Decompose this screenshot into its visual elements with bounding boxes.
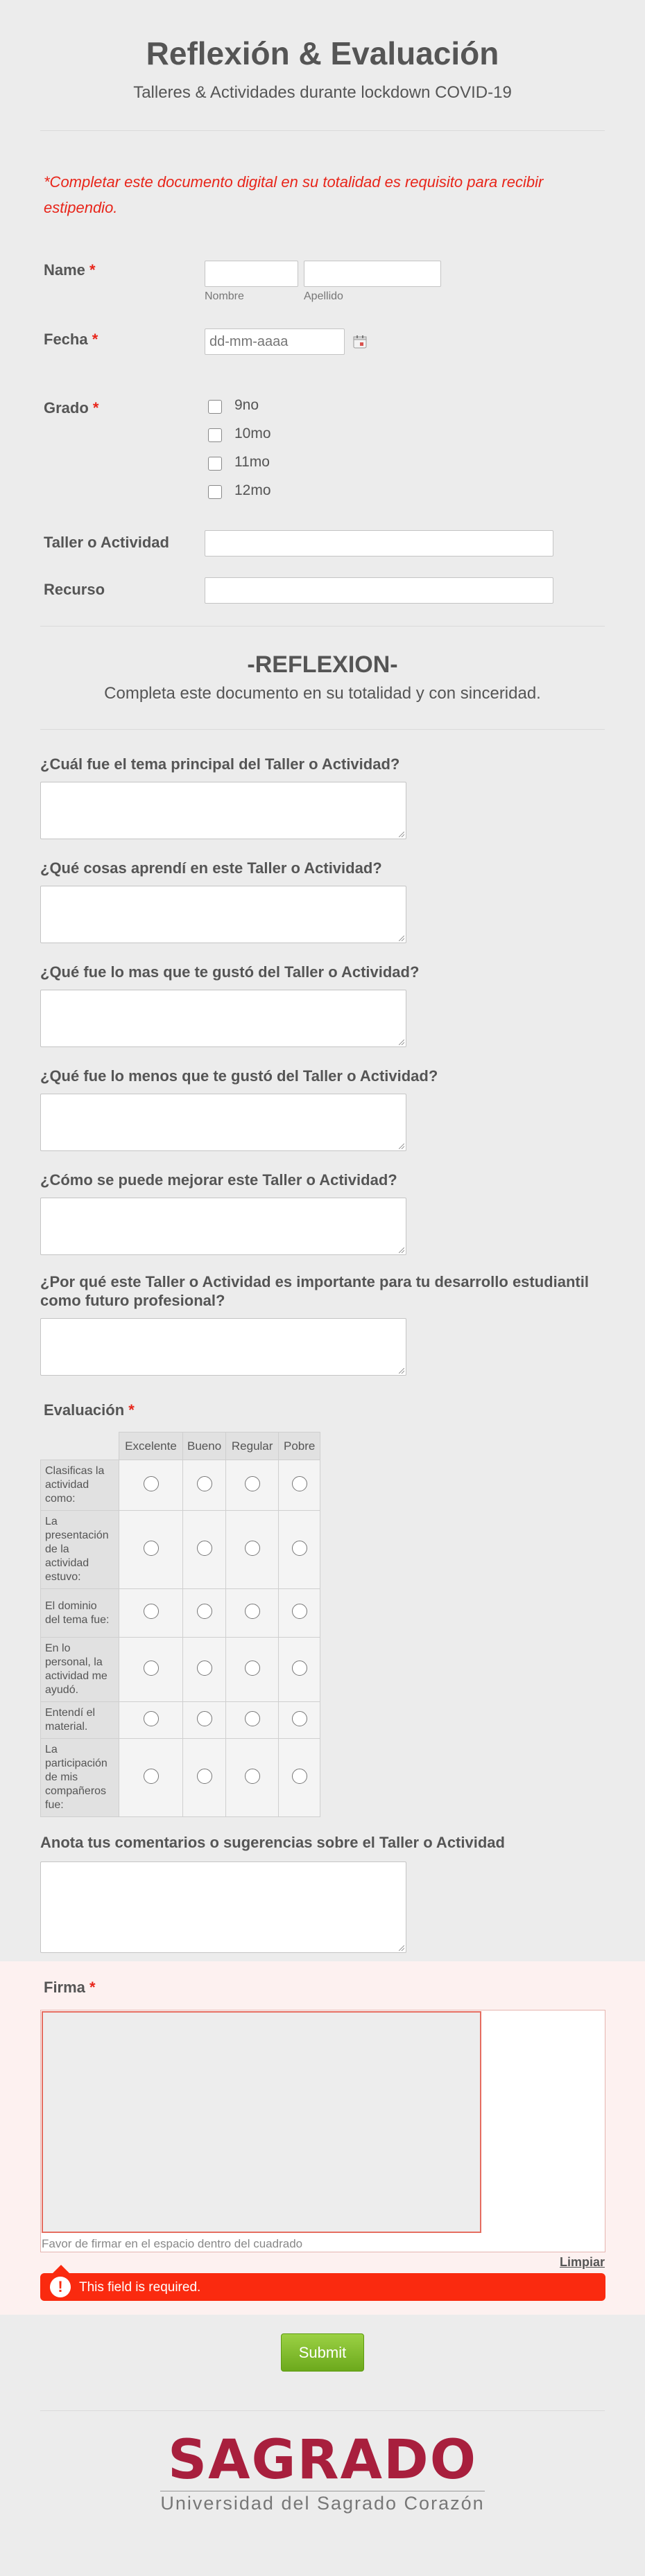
radio-button[interactable] xyxy=(144,1769,159,1784)
question-main-topic: ¿Cuál fue el tema principal del Taller o Actividad? xyxy=(40,755,400,773)
error-pointer xyxy=(53,2265,69,2273)
date-label: Fecha * xyxy=(44,331,98,348)
signature-hint: Favor de firmar en el espacio dentro del cuadrado xyxy=(42,2237,303,2250)
last-name-input[interactable] xyxy=(304,261,441,287)
radio-button[interactable] xyxy=(292,1541,307,1556)
answer-importance[interactable] xyxy=(40,1318,406,1376)
answer-liked-least[interactable] xyxy=(40,1094,406,1151)
matrix-row-label: Entendí el material. xyxy=(41,1702,119,1739)
radio-button[interactable] xyxy=(292,1711,307,1726)
answer-liked-most[interactable] xyxy=(40,990,406,1047)
first-name-input[interactable] xyxy=(205,261,298,287)
question-importance: ¿Por qué este Taller o Actividad es importante para tu desarrollo estudiantil como futuro profesional? xyxy=(40,1273,589,1309)
radio-button[interactable] xyxy=(245,1604,260,1619)
name-label: Name * xyxy=(44,261,96,279)
radio-button[interactable] xyxy=(292,1661,307,1676)
radio-button[interactable] xyxy=(197,1541,212,1556)
radio-button[interactable] xyxy=(144,1661,159,1676)
clear-signature-link[interactable]: Limpiar xyxy=(559,2255,605,2269)
required-mark: * xyxy=(89,261,96,279)
radio-button[interactable] xyxy=(144,1541,159,1556)
radio-button[interactable] xyxy=(292,1604,307,1619)
evaluation-label: Evaluación * xyxy=(44,1401,135,1419)
resource-label: Recurso xyxy=(44,581,105,598)
matrix-row-label: La participación de mis compañeros fue: xyxy=(41,1739,119,1817)
last-name-sublabel: Apellido xyxy=(304,290,343,302)
workshop-label: Taller o Actividad xyxy=(44,534,169,551)
logo-wordmark: SAGRADO xyxy=(167,2429,478,2491)
required-mark: * xyxy=(128,1401,135,1419)
question-liked-most: ¿Qué fue lo mas que te gustó del Taller o Actividad? xyxy=(40,963,420,981)
answer-main-topic[interactable] xyxy=(40,782,406,839)
answer-learned[interactable] xyxy=(40,886,406,943)
radio-button[interactable] xyxy=(197,1661,212,1676)
radio-button[interactable] xyxy=(197,1476,212,1491)
workshop-input[interactable] xyxy=(205,530,553,557)
radio-button[interactable] xyxy=(245,1541,260,1556)
radio-button[interactable] xyxy=(197,1769,212,1784)
question-learned: ¿Qué cosas aprendí en este Taller o Actividad? xyxy=(40,859,382,877)
grade-checkbox-9[interactable] xyxy=(208,400,222,414)
matrix-row-label: Clasificas la actividad como: xyxy=(41,1460,119,1511)
grade-option-label: 12mo xyxy=(234,482,271,498)
grade-option-label: 10mo xyxy=(234,426,271,441)
grade-option-label: 9no xyxy=(234,397,259,413)
required-mark: * xyxy=(89,1979,96,1996)
signature-pad[interactable] xyxy=(42,2011,481,2233)
alert-icon: ! xyxy=(50,2277,71,2297)
matrix-column-pobre: Pobre xyxy=(279,1432,320,1460)
required-mark: * xyxy=(92,399,99,417)
radio-button[interactable] xyxy=(245,1711,260,1726)
section-divider xyxy=(40,626,605,627)
error-message: This field is required. xyxy=(79,2280,201,2295)
required-mark: * xyxy=(92,331,98,348)
radio-button[interactable] xyxy=(144,1604,159,1619)
matrix-row-label: En lo personal, la actividad me ayudó. xyxy=(41,1638,119,1702)
grade-checkbox-11[interactable] xyxy=(208,457,222,471)
section-divider xyxy=(40,729,605,730)
question-liked-least: ¿Qué fue lo menos que te gustó del Taller o Actividad? xyxy=(40,1067,438,1085)
radio-button[interactable] xyxy=(292,1769,307,1784)
form-subtitle: Talleres & Actividades durante lockdown COVID-19 xyxy=(133,83,512,102)
matrix-corner xyxy=(41,1432,119,1460)
grade-option-label: 11mo xyxy=(234,454,270,470)
signature-label: Firma * xyxy=(44,1979,96,1996)
matrix-row-label: El dominio del tema fue: xyxy=(41,1589,119,1638)
reflection-subtitle: Completa este documento en su totalidad y con sinceridad. xyxy=(104,684,541,703)
radio-button[interactable] xyxy=(197,1711,212,1726)
calendar-icon[interactable] xyxy=(352,334,368,349)
requirement-notice: *Completar este documento digital en su totalidad es requisito para recibir estipendio. xyxy=(44,173,544,216)
radio-button[interactable] xyxy=(292,1476,307,1491)
radio-button[interactable] xyxy=(144,1476,159,1491)
comments-label: Anota tus comentarios o sugerencias sobre el Taller o Actividad xyxy=(40,1834,505,1851)
radio-button[interactable] xyxy=(197,1604,212,1619)
form-title: Reflexión & Evaluación xyxy=(146,35,499,71)
radio-button[interactable] xyxy=(245,1661,260,1676)
reflection-title: -REFLEXION- xyxy=(247,651,398,678)
sagrado-logo xyxy=(0,2429,645,2514)
matrix-column-bueno: Bueno xyxy=(183,1432,226,1460)
grade-checkbox-12[interactable] xyxy=(208,485,222,499)
first-name-sublabel: Nombre xyxy=(205,290,244,302)
header-divider xyxy=(40,130,605,131)
grade-checkbox-10[interactable] xyxy=(208,428,222,442)
question-improve: ¿Cómo se puede mejorar este Taller o Actividad? xyxy=(40,1171,397,1189)
comments-textarea[interactable] xyxy=(40,1861,406,1953)
date-input[interactable] xyxy=(205,328,345,355)
radio-button[interactable] xyxy=(144,1711,159,1726)
radio-button[interactable] xyxy=(245,1476,260,1491)
resource-input[interactable] xyxy=(205,577,553,604)
logo-tagline: Universidad del Sagrado Corazón xyxy=(160,2491,484,2514)
matrix-column-excelente: Excelente xyxy=(119,1432,183,1460)
grade-label: Grado * xyxy=(44,399,99,417)
footer-divider xyxy=(40,2410,605,2411)
matrix-column-regular: Regular xyxy=(226,1432,279,1460)
radio-button[interactable] xyxy=(245,1769,260,1784)
submit-button[interactable]: Submit xyxy=(281,2333,364,2372)
matrix-row-label: La presentación de la actividad estuvo: xyxy=(41,1511,119,1589)
answer-improve[interactable] xyxy=(40,1198,406,1255)
evaluation-matrix xyxy=(40,1432,320,1817)
